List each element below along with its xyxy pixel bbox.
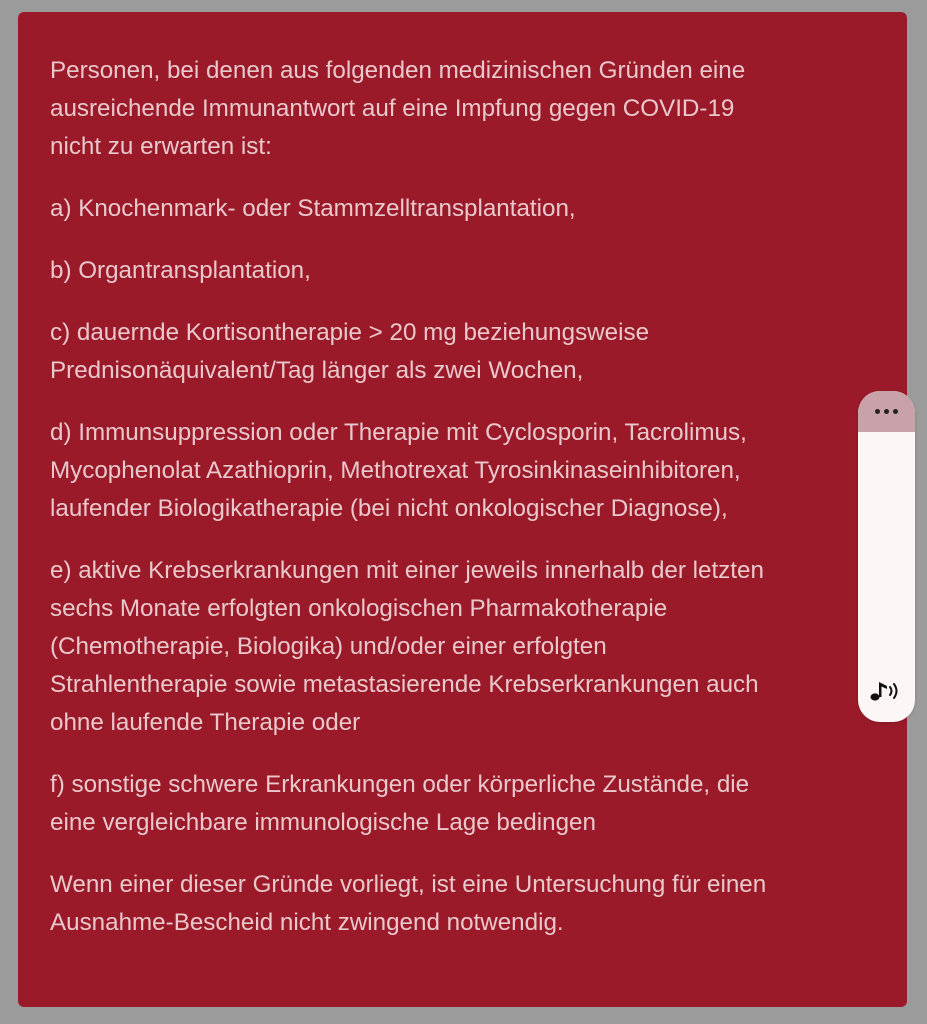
text-line: Ausnahme-Bescheid nicht zwingend notwendig. <box>50 909 564 936</box>
list-item-c <box>50 314 877 390</box>
read-aloud-icon[interactable] <box>869 678 903 704</box>
text-line: Prednisonäquivalent/Tag länger als zwei Wochen, <box>50 357 584 384</box>
list-item-e <box>50 552 877 742</box>
text-line: Wenn einer dieser Gründe vorliegt, ist eine Untersuchung für einen <box>50 871 767 898</box>
text-line: eine vergleichbare immunologische Lage bedingen <box>50 809 596 836</box>
intro-paragraph <box>50 52 877 166</box>
text-line: Mycophenolat Azathioprin, Methotrexat Tyrosinkinaseinhibitoren, <box>50 457 741 484</box>
more-horizontal-icon <box>875 409 898 414</box>
text-line: Personen, bei denen aus folgenden medizinischen Gründen eine <box>50 57 746 84</box>
text-line: sechs Monate erfolgten onkologischen Pharmakotherapie <box>50 595 668 622</box>
text-line: Strahlentherapie sowie metastasierende Krebserkrankungen auch <box>50 671 759 698</box>
text-line: (Chemotherapie, Biologika) und/oder einer erfolgten <box>50 633 607 660</box>
more-options-button[interactable] <box>858 391 915 432</box>
list-item-a <box>50 190 877 228</box>
text-line: a) Knochenmark- oder Stammzelltransplantation, <box>50 195 576 222</box>
text-line: nicht zu erwarten ist: <box>50 133 272 160</box>
text-line: ohne laufende Therapie oder <box>50 709 361 736</box>
text-line: ausreichende Immunantwort auf eine Impfung gegen COVID-19 <box>50 95 735 122</box>
text-line: d) Immunsuppression oder Therapie mit Cyclosporin, Tacrolimus, <box>50 419 747 446</box>
info-card <box>18 12 907 1007</box>
list-item-d <box>50 414 877 528</box>
read-aloud-widget <box>858 391 915 722</box>
closing-paragraph <box>50 866 877 942</box>
text-line: c) dauernde Kortisontherapie > 20 mg beziehungsweise <box>50 319 650 346</box>
list-item-b <box>50 252 877 290</box>
text-line: f) sonstige schwere Erkrankungen oder körperliche Zustände, die <box>50 771 750 798</box>
text-line: laufender Biologikatherapie (bei nicht onkologischer Diagnose), <box>50 495 728 522</box>
text-line: b) Organtransplantation, <box>50 257 311 284</box>
list-item-f <box>50 766 877 842</box>
text-line: e) aktive Krebserkrankungen mit einer jeweils innerhalb der letzten <box>50 557 764 584</box>
